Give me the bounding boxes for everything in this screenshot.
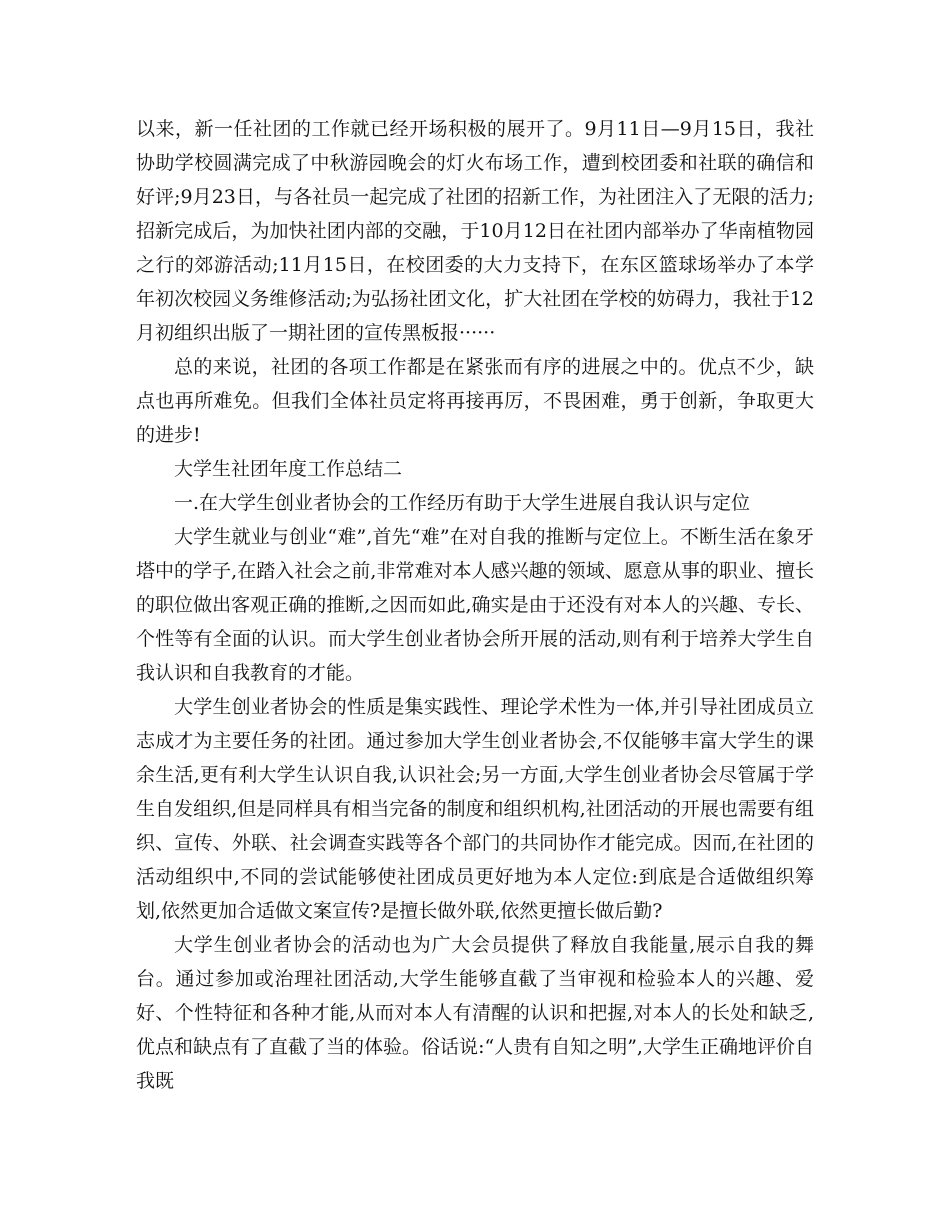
section-title: 大学生社团年度工作总结二 [174,458,403,480]
document-body [136,112,814,1098]
section-heading-1: 一.在大学生创业者协会的工作经历有助于大学生进展自我认识与定位 [174,492,751,514]
paragraph-association-nature: 大学生创业者协会的性质是集实践性、理论学术性为一体,并引导社团成员立志成才为主要任务的社团。通过参加大学生创业者协会,不仅能够丰富大学生的课余生活,更有利大学生认识自我,认识社会;另一方面,大学生创业者协会尽管属于学生自发组织,但是同样具有相当完备的制度和组织机构,社团活动的开展也需要有组织、宣传、外联、社会调查实践等各个部门的共同协作才能完成。因而,在社团的活动组织中,不同的尝试能够使社团成员更好地为本人定位:到底是合适做组织筹划,依然更加合适做文案宣传?是擅长做外联,依然更擅长做后勤? [136,696,814,922]
paragraph-stage-for-members: 大学生创业者协会的活动也为广大会员提供了释放自我能量,展示自我的舞台。通过参加或治理社团活动,大学生能够直截了当审视和检验本人的兴趣、爱好、个性特征和各种才能,从而对本人有清醒的认识和把握,对本人的长处和缺乏,优点和缺点有了直截了当的体验。俗话说:“人贵有自知之明”,大学生正确地评价自我既 [136,934,814,1092]
paragraph-activities-summary: 以来，新一任社团的工作就已经开场积极的展开了。9月11日—9月15日，我社协助学校圆满完成了中秋游园晚会的灯火布场工作，遭到校团委和社联的确信和好评;9月23日，与各社员一起完成了社团的招新工作，为社团注入了无限的活力;招新完成后，为加快社团内部的交融，于10月12日在社团内部举办了华南植物园之行的郊游活动;11月15日，在校团委的大力支持下，在东区篮球场举办了本学年初次校园义务维修活动;为弘扬社团文化，扩大社团在学校的妨碍力，我社于12月初组织出版了一期社团的宣传黑板报······ [136,118,814,344]
paragraph-overall-conclusion: 总的来说，社团的各项工作都是在紧张而有序的进展之中的。优点不少，缺点也再所难免。但我们全体社员定将再接再厉，不畏困难，勇于创新，争取更大的进步! [136,356,814,446]
paragraph-self-awareness: 大学生就业与创业“难”,首先“难”在对自我的推断与定位上。不断生活在象牙塔中的学子,在踏入社会之前,非常难对本人感兴趣的领域、愿意从事的职业、擅长的职位做出客观正确的推断,之因而如此,确实是由于还没有对本人的兴趣、专长、个性等有全面的认识。而大学生创业者协会所开展的活动,则有利于培养大学生自我认识和自我教育的才能。 [136,526,814,684]
